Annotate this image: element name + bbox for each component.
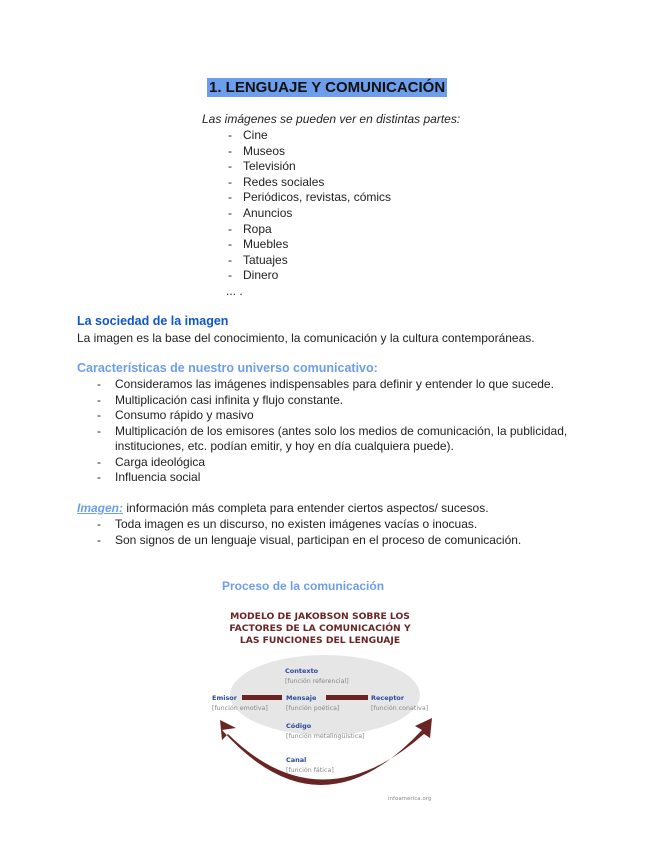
diagram-title-line: MODELO DE JAKOBSON SOBRE LOS: [230, 611, 410, 622]
list-item: Multiplicación casi infinita y flujo constante.: [115, 392, 344, 407]
diagram-title-line: LAS FUNCIONES DEL LENGUAJE: [239, 635, 401, 646]
list-dash: -: [228, 237, 232, 252]
list-item: Tatuajes: [243, 252, 288, 267]
list-dash: -: [97, 423, 101, 438]
codigo-function: [función metalingüística]: [286, 733, 365, 740]
list-dash: -: [97, 532, 101, 547]
list-dash: -: [97, 470, 101, 484]
list-item: Son signos de un lenguaje visual, participan en el proceso de comunicación.: [115, 532, 522, 547]
sociedad-heading: La sociedad de la imagen: [77, 314, 229, 328]
canal-label: Canal: [286, 756, 307, 764]
imagen-text: información más completa para entender ciertos aspectos/ sucesos.: [123, 501, 489, 515]
emisor-label: Emisor: [212, 694, 237, 702]
proceso-heading: Proceso de la comunicación: [222, 579, 385, 593]
list-item: Museos: [243, 143, 286, 158]
jakobson-diagram: [200, 600, 460, 810]
page-title: 1. LENGUAJE Y COMUNICACIÓN: [209, 79, 446, 96]
list-item: Televisión: [243, 159, 296, 174]
list-dash: -: [97, 408, 101, 422]
list-item: Influencia social: [115, 470, 201, 484]
list-dash: -: [228, 174, 232, 189]
list-dash: -: [228, 221, 232, 236]
list-item: Toda imagen es un discurso, no existen imágenes vacías o inocuas.: [115, 517, 478, 531]
receptor-function: [función conativa]: [371, 705, 429, 712]
canal-function: [función fática]: [286, 767, 334, 774]
places-more: ... .: [226, 284, 243, 298]
list-item: Anuncios: [243, 206, 293, 220]
mensaje-function: [función poética]: [286, 705, 340, 712]
list-dash: -: [228, 159, 232, 174]
list-dash: -: [228, 268, 232, 283]
list-item: instituciones, etc. podían emitir, y hoy en día cualquiera puede).: [115, 439, 454, 453]
emisor-function: [función emotiva]: [212, 705, 268, 712]
list-item: Redes sociales: [243, 174, 325, 189]
list-dash: -: [228, 190, 232, 205]
imagen-label: Imagen:: [77, 501, 124, 515]
list-item: Multiplicación de los emisores (antes solo los medios de comunicación, la publicidad,: [115, 423, 568, 438]
list-dash: -: [228, 206, 232, 220]
list-item: Cine: [243, 128, 268, 142]
diagram-credit: infoamerica.org: [388, 796, 432, 802]
list-item: Dinero: [243, 268, 279, 283]
list-item: Ropa: [243, 221, 272, 236]
list-item: Muebles: [243, 237, 289, 252]
diagram-title-line: FACTORES DE LA COMUNICACIÓN Y: [229, 623, 411, 634]
intro-text: Las imágenes se pueden ver en distintas partes:: [202, 112, 461, 126]
list-item: Carga ideológica: [115, 454, 206, 469]
list-dash: -: [228, 252, 232, 267]
imagen-definition: [77, 501, 489, 516]
caracteristicas-heading: Características de nuestro universo comunicativo:: [77, 361, 378, 375]
codigo-label: Código: [286, 722, 312, 730]
list-item: Periódicos, revistas, cómics: [243, 190, 392, 205]
sociedad-body: La imagen es la base del conocimiento, la comunicación y la cultura contemporáneas.: [77, 331, 535, 345]
contexto-function: [función referencial]: [285, 678, 349, 685]
mensaje-label: Mensaje: [286, 694, 317, 702]
contexto-label: Contexto: [285, 667, 319, 675]
arrow-emisor-mensaje: [242, 695, 282, 700]
list-dash: -: [228, 143, 232, 158]
list-item: Consideramos las imágenes indispensables para definir y entender lo que sucede.: [115, 377, 554, 391]
arrow-mensaje-receptor: [326, 695, 368, 700]
list-dash: -: [97, 392, 101, 407]
list-dash: -: [97, 454, 101, 469]
list-dash: -: [228, 128, 232, 142]
list-item: Consumo rápido y masivo: [115, 408, 254, 422]
receptor-label: Receptor: [371, 694, 405, 702]
list-dash: -: [97, 377, 101, 391]
list-dash: -: [97, 517, 101, 531]
